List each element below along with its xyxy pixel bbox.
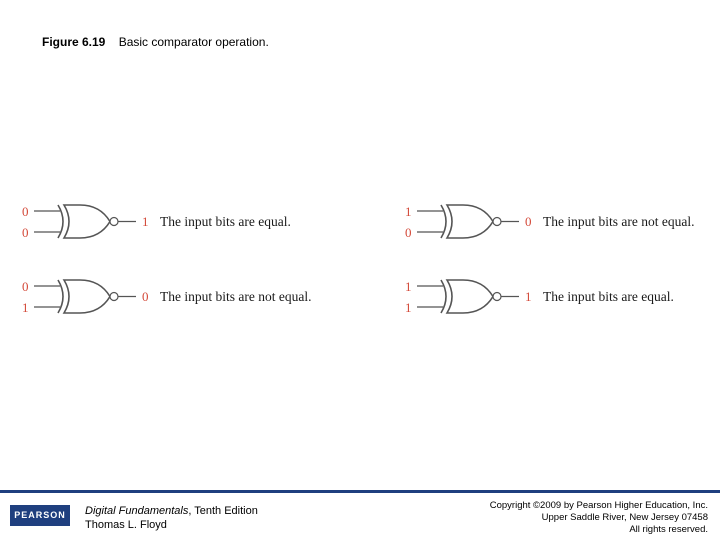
gate-4-description: The input bits are equal. xyxy=(543,289,674,304)
gate-1-input-a: 0 xyxy=(22,204,29,219)
copyright-line-3: All rights reserved. xyxy=(629,524,708,535)
gate-2-bubble xyxy=(493,218,501,226)
gate-4-input-b: 1 xyxy=(405,300,412,315)
comparator-diagram xyxy=(18,198,708,323)
xnor-gate-3 xyxy=(22,279,311,315)
book-info xyxy=(85,504,258,532)
xnor-gate-4 xyxy=(405,279,674,315)
gate-2-input-a: 1 xyxy=(405,204,412,219)
gate-4-input-a: 1 xyxy=(405,279,412,294)
slide-footer xyxy=(0,490,720,540)
gate-1-input-b: 0 xyxy=(22,225,29,240)
gate-2-description: The input bits are not equal. xyxy=(543,214,695,229)
footer-divider xyxy=(0,490,720,493)
gate-4-bubble xyxy=(493,293,501,301)
book-title: Digital Fundamentals xyxy=(85,505,189,517)
gate-4-output: 1 xyxy=(525,289,532,304)
figure-caption xyxy=(42,35,269,49)
figure-title: Basic comparator operation. xyxy=(118,35,269,49)
gate-3-input-a: 0 xyxy=(22,279,29,294)
book-author: Thomas L. Floyd xyxy=(85,519,167,531)
gate-3-description: The input bits are not equal. xyxy=(160,289,312,304)
xnor-gate-1 xyxy=(22,204,291,240)
gate-1-bubble xyxy=(110,218,118,226)
copyright-notice xyxy=(490,500,708,536)
figure-number: Figure 6.19 xyxy=(42,35,106,49)
gate-2-input-b: 0 xyxy=(405,225,412,240)
gate-3-input-b: 1 xyxy=(22,300,29,315)
pearson-logo: PEARSON xyxy=(10,505,70,526)
book-edition: , Tenth Edition xyxy=(188,505,258,517)
gate-3-bubble xyxy=(110,293,118,301)
gate-3-output: 0 xyxy=(142,289,149,304)
gate-1-description: The input bits are equal. xyxy=(160,214,291,229)
gate-2-output: 0 xyxy=(525,214,532,229)
copyright-line-2: Upper Saddle River, New Jersey 07458 xyxy=(541,512,708,523)
copyright-line-1: Copyright ©2009 by Pearson Higher Education, Inc. xyxy=(489,500,708,511)
gate-1-output: 1 xyxy=(142,214,149,229)
xnor-gate-2 xyxy=(405,204,694,240)
